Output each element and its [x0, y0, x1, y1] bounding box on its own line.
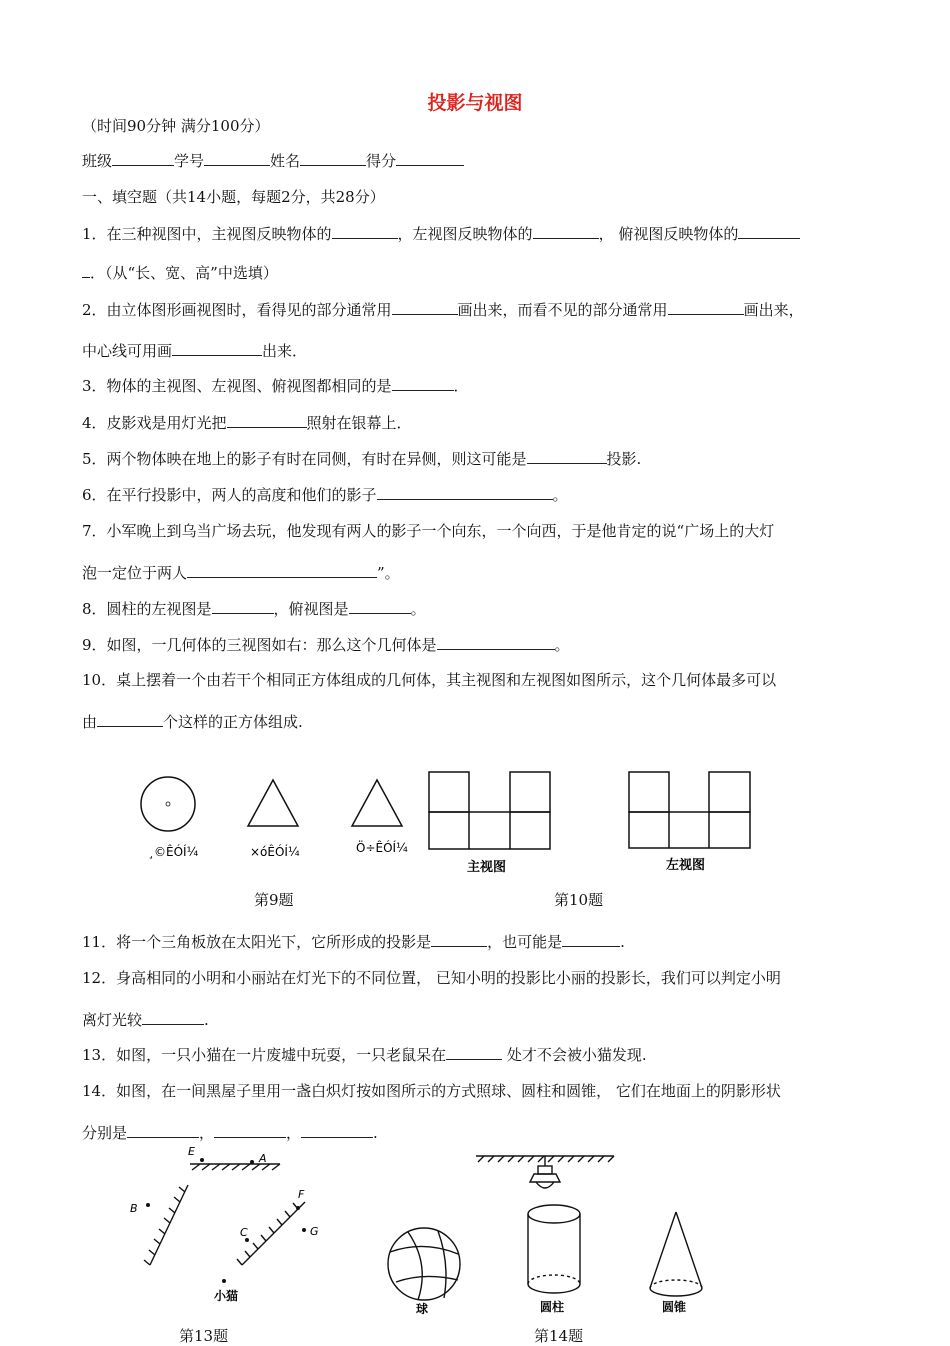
q4-text-b: 照射在银幕上．	[306, 414, 412, 432]
q14-blank-3[interactable]	[301, 1123, 373, 1138]
q10-blank[interactable]	[97, 712, 163, 727]
label-B: B	[130, 1202, 138, 1215]
fig10-left-view	[629, 772, 750, 848]
q7-text-c: ”。	[377, 564, 400, 582]
score-label: 得分	[366, 152, 397, 170]
fig9-label-1: ¸©ÊÓÍ¼	[148, 845, 199, 859]
fig9-caption: 第9题	[254, 891, 294, 909]
q10-text-a: 10．桌上摆着一个由若干个相同正方体组成的几何体，其主视图和左视图如图所示，这个几何体最多可以	[82, 671, 777, 689]
name-label: 姓名	[270, 152, 301, 170]
question-10-cont	[82, 712, 303, 732]
q2-text-c: 画出来，	[743, 301, 804, 319]
score-field[interactable]	[396, 151, 464, 166]
top-view-circle	[141, 777, 195, 831]
q4-text-a: 4．皮影戏是用灯光把	[82, 414, 227, 432]
q14-blank-1[interactable]	[127, 1123, 199, 1138]
wall-top-hatch	[192, 1164, 280, 1170]
q10-text-c: 个这样的正方体组成.	[163, 713, 303, 731]
fig9-label-2: ×óÊÓÍ¼	[250, 845, 300, 859]
cone-base-back	[650, 1280, 702, 1288]
q13-text-a: 13．如图，一只小猫在一片废墟中玩耍，一只老鼠呆在	[82, 1046, 447, 1064]
q8-blank-2[interactable]	[349, 599, 411, 614]
q14-text-d: ，	[286, 1124, 302, 1142]
ball-seams	[390, 1231, 458, 1300]
label-G: G	[310, 1225, 319, 1238]
point-F	[296, 1206, 300, 1210]
q8-blank-1[interactable]	[212, 599, 274, 614]
figure-10-views	[424, 766, 764, 878]
fig9-label-3: Ö÷ÊÓÍ¼	[356, 841, 408, 855]
q7-blank[interactable]	[187, 563, 377, 578]
lamp-socket	[538, 1166, 552, 1174]
time-note: （时间90分钟 满分100分）	[82, 117, 270, 135]
q14-text-a: 14．如图，在一间黑屋子里用一盏白炽灯按如图所示的方式照球、圆柱和圆锥， 它们在地面上的阴影形状	[82, 1082, 781, 1100]
point-B	[146, 1203, 150, 1207]
q6-blank[interactable]	[377, 485, 553, 500]
q1-text-b: ，左视图反映物体的	[397, 225, 533, 243]
fig13-caption: 第13题	[179, 1327, 229, 1345]
q13-text-b: 处才不会被小猫发现.	[502, 1046, 647, 1064]
question-4	[82, 413, 412, 433]
class-label: 班级	[82, 152, 113, 170]
question-9	[82, 635, 570, 655]
question-12	[82, 968, 781, 988]
id-field[interactable]	[204, 151, 270, 166]
q6-text-b: 。	[552, 486, 568, 504]
student-info-line	[82, 151, 464, 171]
ball-label: 球	[416, 1302, 429, 1316]
q11-text-c: .	[620, 933, 625, 951]
q8-text-c: 。	[410, 600, 426, 618]
q12-text-c: .	[204, 1011, 209, 1029]
left-view-triangle	[248, 780, 298, 826]
q1-blank-1[interactable]	[332, 224, 398, 239]
lamp-shade	[530, 1174, 560, 1182]
q8-text-b: ，俯视图是	[273, 600, 349, 618]
front-view-triangle	[352, 780, 402, 826]
page-title: 投影与视图	[427, 92, 523, 114]
q8-text-a: 8．圆柱的左视图是	[82, 600, 212, 618]
question-10	[82, 670, 776, 690]
question-12-cont	[82, 1010, 209, 1030]
cat-label: 小猫	[214, 1289, 239, 1303]
name-field[interactable]	[300, 151, 366, 166]
q11-blank-2[interactable]	[562, 932, 620, 947]
cylinder-label: 圆柱	[540, 1300, 565, 1314]
cone-left-edge	[650, 1212, 676, 1288]
ceiling-hatch	[478, 1156, 614, 1162]
question-7-cont	[82, 563, 400, 583]
q1-blank-3-cont[interactable]	[82, 263, 90, 278]
label-C: C	[240, 1226, 248, 1239]
q12-blank[interactable]	[142, 1010, 204, 1025]
fig10-front-view	[429, 772, 550, 849]
point-E	[200, 1158, 204, 1162]
question-2-cont	[82, 341, 307, 361]
wall-left-hatch	[144, 1187, 185, 1265]
q2-text-a: 2．由立体图形画视图时，看得见的部分通常用	[82, 301, 392, 319]
question-13	[82, 1045, 647, 1065]
fig10-caption: 第10题	[554, 891, 604, 909]
figure-13-ruins	[120, 1140, 340, 1310]
fig14-caption: 第14题	[534, 1327, 584, 1345]
q7-text-b: 泡一定位于两人	[82, 564, 188, 582]
q2-blank-3[interactable]	[172, 341, 262, 356]
q4-blank[interactable]	[227, 413, 307, 428]
label-A: A	[259, 1152, 267, 1165]
q5-text-a: 5．两个物体映在地上的影子有时在同侧，有时在异侧，则这可能是	[82, 450, 527, 468]
q5-text-b: 投影.	[606, 450, 642, 468]
q14-blank-2[interactable]	[214, 1123, 286, 1138]
q12-text-a: 12．身高相同的小明和小丽站在灯光下的不同位置， 已知小明的投影比小丽的投影长，我们可以判定小明	[82, 969, 781, 987]
question-3	[82, 376, 469, 396]
figure-9-three-views	[130, 770, 430, 865]
question-11	[82, 932, 625, 952]
label-F: F	[298, 1188, 305, 1201]
q5-blank[interactable]	[527, 449, 607, 464]
q2-text-d: 中心线可用画	[82, 342, 173, 360]
cone-label: 圆锥	[662, 1300, 687, 1314]
q10-text-b: 由	[82, 713, 98, 731]
fig10-label-left: 左视图	[666, 858, 706, 873]
q1-blank-2[interactable]	[533, 224, 599, 239]
point-G	[302, 1228, 306, 1232]
cylinder-bottom-back	[528, 1275, 580, 1284]
question-14	[82, 1081, 781, 1101]
q11-blank-1[interactable]	[431, 932, 487, 947]
cylinder-bottom-front	[528, 1284, 580, 1293]
ball-shape	[388, 1228, 460, 1300]
circle-center-mark	[166, 802, 170, 806]
cone-base-front	[650, 1288, 702, 1296]
q14-text-b: 分别是	[82, 1124, 128, 1142]
id-label: 学号	[174, 152, 205, 170]
question-5	[82, 449, 641, 469]
cat-point	[222, 1279, 226, 1283]
q1-text-a: 1．在三种视图中，主视图反映物体的	[82, 225, 332, 243]
q14-text-c: ，	[199, 1124, 215, 1142]
question-2	[82, 300, 804, 320]
q9-text-b: 。	[554, 636, 570, 654]
q9-blank[interactable]	[437, 635, 555, 650]
question-8	[82, 599, 426, 619]
class-field[interactable]	[112, 151, 174, 166]
q2-blank-2[interactable]	[668, 300, 744, 315]
lamp-bulb-icon	[536, 1182, 554, 1188]
q3-blank[interactable]	[392, 376, 454, 391]
wall-left	[150, 1185, 188, 1265]
fig10-label-front: 主视图	[467, 860, 507, 875]
q13-blank[interactable]	[446, 1045, 502, 1060]
q2-blank-1[interactable]	[392, 300, 458, 315]
cylinder-top	[528, 1205, 580, 1223]
q2-text-e: 出来．	[262, 342, 308, 360]
q3-text-a: 3．物体的主视图、左视图、俯视图都相同的是	[82, 377, 392, 395]
point-A	[250, 1160, 254, 1164]
question-7	[82, 521, 774, 541]
q3-text-b: ．	[453, 377, 469, 395]
question-1-cont	[82, 263, 278, 283]
question-1	[82, 224, 800, 244]
q1-blank-3[interactable]	[738, 224, 800, 239]
section-heading: 一、填空题（共14小题，每题2分，共28分）	[82, 188, 385, 206]
q2-text-b: 画出来，而看不见的部分通常用	[457, 301, 668, 319]
label-E: E	[188, 1145, 195, 1158]
q9-text-a: 9．如图，一几何体的三视图如右：那么这个几何体是	[82, 636, 437, 654]
q12-text-b: 离灯光较	[82, 1011, 143, 1029]
cone-right-edge	[676, 1212, 702, 1288]
q1-text-d: ．（从“长、宽、高”中选填）	[90, 264, 278, 282]
question-6	[82, 485, 568, 505]
q14-text-e: .	[373, 1124, 378, 1142]
q11-text-a: 11．将一个三角板放在太阳光下，它所形成的投影是	[82, 933, 432, 951]
q1-text-c: ， 俯视图反映物体的	[598, 225, 739, 243]
q6-text-a: 6．在平行投影中，两人的高度和他们的影子	[82, 486, 377, 504]
q11-text-b: ，也可能是	[487, 933, 563, 951]
q7-text-a: 7．小军晚上到乌当广场去玩，他发现有两人的影子一个向东，一个向西，于是他肯定的说“广场上的大灯	[82, 522, 775, 540]
wall-right	[242, 1202, 305, 1265]
figure-14-lamp-objects	[378, 1142, 718, 1322]
